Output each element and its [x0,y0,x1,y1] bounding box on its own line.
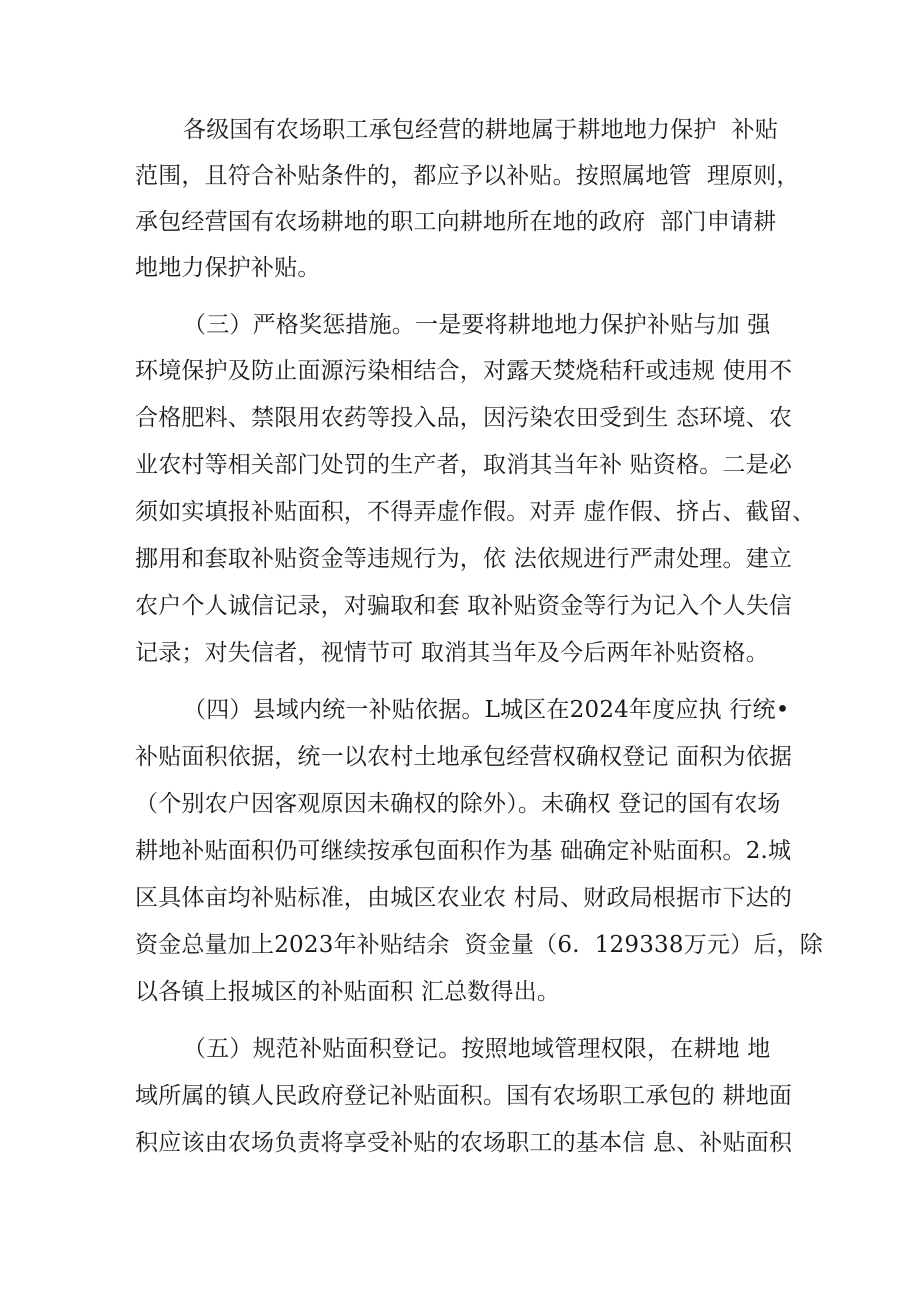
paragraph-1-line-1: 各级国有农场职工承包经营的耕地属于耕地地力保护 补贴 [183,117,779,143]
paragraph-2-line-2: 环境保护及防止面源污染相结合，对露天焚烧秸秆或违规 使用不 [135,358,793,384]
paragraph-4-line-3: 积应该由农场负责将享受补贴的农场职工的基本信 息、补贴面积 [135,1130,793,1156]
paragraph-2-line-6: 挪用和套取补贴资金等违规行为，依 法依规进行严肃处理。建立 [135,546,793,572]
paragraph-2-line-3: 合格肥料、禁限用农药等投入品，因污染农田受到生 态环境、农 [135,405,793,431]
paragraph-1-line-2: 范围，且符合补贴条件的，都应予以补贴。按照属地管 理原则， [135,163,800,189]
paragraph-2-line-4: 业农村等相关部门处罚的生产者，取消其当年补 贴资格。二是必 [135,452,793,478]
paragraph-2-line-5: 须如实填报补贴面积，不得弄虚作假。对弄 虚作假、挤占、截留、 [135,499,816,525]
paragraph-1-line-3: 承包经营国有农场耕地的职工向耕地所在地的政府 部门申请耕 [135,209,777,235]
paragraph-4-line-2: 域所属的镇人民政府登记补贴面积。国有农场职工承包的 耕地面 [135,1083,793,1109]
paragraph-3-line-5: 区具体亩均补贴标准，由城区农业农 村局、财政局根据市下达的 [135,885,793,911]
paragraph-3-line-7: 以各镇上报城区的补贴面积 汇总数得出。 [135,979,561,1005]
paragraph-2-line-8: 记录；对失信者，视情节可 取消其当年及今后两年补贴资格。 [135,640,769,666]
paragraph-1-line-4: 地地力保护补贴。 [135,255,321,281]
paragraph-3-line-3: （个别农户因客观原因未确权的除外）。未确权 登记的国有农场 [135,791,781,817]
paragraph-3-line-2: 补贴面积依据，统一以农村土地承包经营权确权登记 面积为依据 [135,744,793,770]
paragraph-3-line-4: 耕地补贴面积仍可继续按承包面积作为基 础确定补贴面积。2.城 [135,838,792,864]
paragraph-2-line-7: 农户个人诚信记录，对骗取和套 取补贴资金等行为记入个人失信 [135,593,793,619]
paragraph-4-line-1: （五）规范补贴面积登记。按照地域管理权限，在耕地 地 [183,1036,771,1062]
paragraph-3-line-1: （四）县域内统一补贴依据。L城区在2024年度应执 行统• [183,697,790,723]
paragraph-3-line-6: 资金总量加上2023年补贴结余 资金量（6. 129338万元）后，除 [135,932,823,958]
paragraph-2-line-1: （三）严格奖惩措施。一是要将耕地地力保护补贴与加 强 [183,312,771,338]
